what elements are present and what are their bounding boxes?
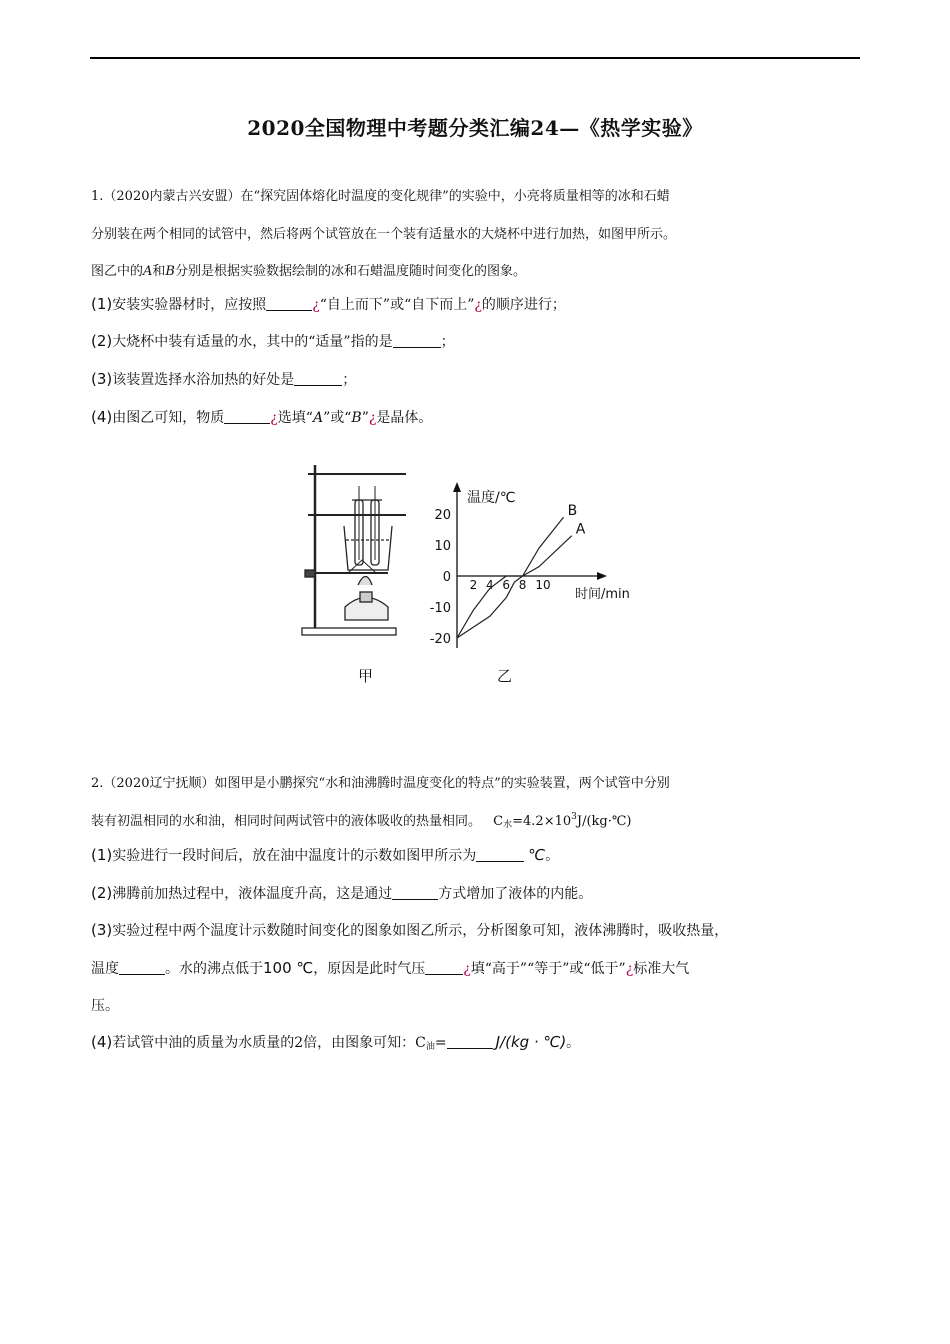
- series-label-B: B: [567, 503, 578, 520]
- q1-intro-text-c: 分别是根据实验数据绘制的冰和石蜡温度随时间变化的图象。: [174, 264, 526, 279]
- q2-intro-line2: [91, 810, 631, 830]
- answer-blank[interactable]: [119, 962, 165, 975]
- var-b: B: [165, 264, 175, 279]
- q1-part4-text: 由图乙可知，物质: [112, 410, 225, 426]
- stand-base: [302, 628, 396, 635]
- q1-intro-line3: [91, 260, 526, 279]
- ring-clamp: [305, 570, 315, 577]
- flame: [358, 577, 372, 586]
- q2-part3-options: 填“高于”“等于”或“低于”: [470, 961, 626, 977]
- y-axis-label: 温度/℃: [467, 490, 516, 506]
- q1-part3: [91, 369, 356, 389]
- q2-part2-text: 沸腾前加热过程中，液体温度升高，这是通过: [112, 886, 393, 902]
- q2-part4-number: (4): [91, 1033, 113, 1051]
- q2-part2-number: (2): [91, 884, 113, 902]
- glyph-mark: ¿: [625, 961, 634, 977]
- y-axis-arrow: [453, 482, 461, 492]
- q2-part3: [91, 920, 728, 940]
- x-tick-label: 10: [535, 578, 551, 592]
- q1-part4-text-b: 选填“: [277, 410, 313, 426]
- q1-part3-text: 该装置选择水浴加热的好处是: [112, 372, 295, 388]
- q1-part1-end: 的顺序进行；: [481, 297, 566, 313]
- answer-blank[interactable]: [425, 962, 463, 975]
- answer-blank[interactable]: [266, 298, 312, 311]
- q1-part2-end: ；: [440, 334, 455, 350]
- q1-intro-line1: 1.（2020内蒙古兴安盟）在“探究固体熔化时温度的变化规律”的实验中，小亮将质量相等的冰和石蜡: [91, 189, 670, 204]
- glyph-mark: ¿: [368, 410, 377, 426]
- q2-part1-text: 实验进行一段时间后，放在油中温度计的示数如图甲所示为: [112, 848, 477, 864]
- x-tick-label: 4: [485, 578, 494, 592]
- var-b: B: [351, 410, 362, 426]
- caption-jia: 甲: [358, 667, 374, 685]
- q1-part4-number: (4): [91, 408, 113, 426]
- q1-part1-number: (1): [91, 295, 113, 313]
- x-tick-label: 8: [518, 578, 527, 592]
- specific-heat-subscript: 水: [503, 820, 513, 830]
- q1-part3-end: ；: [342, 372, 357, 388]
- q2-part3-text: 实验过程中两个温度计示数随时间变化的图象如图乙所示，分析图象可知，液体沸腾时，吸收热量，: [112, 923, 729, 939]
- oil-subscript: 油: [425, 1042, 435, 1052]
- x-tick-label: 6: [502, 578, 511, 592]
- q2-part4-equals: =: [434, 1035, 447, 1051]
- q1-part2-number: (2): [91, 332, 113, 350]
- specific-heat-exponent: 3: [571, 812, 577, 822]
- q2-part3-line2: [91, 958, 689, 978]
- answer-blank[interactable]: [294, 373, 342, 386]
- var-a: A: [312, 410, 324, 426]
- specific-heat-value: =4.2×10: [512, 814, 572, 829]
- q1-intro-line2: 分别装在两个相同的试管中，然后将两个试管放在一个装有适量水的大烧杯中进行加热，如图甲所示。: [91, 227, 677, 242]
- wire-gauze: [348, 560, 376, 573]
- q2-part4: [91, 1032, 580, 1052]
- answer-blank[interactable]: [392, 887, 438, 900]
- q2-part3-text-g: 标准大气: [633, 961, 690, 977]
- q2-part4-text: 若试管中油的质量为水质量的2倍，由图象可知：C: [112, 1035, 426, 1051]
- y-tick-label: -10: [429, 601, 451, 616]
- q2-part4-end: 。: [566, 1035, 581, 1051]
- series-label-A: A: [575, 521, 586, 538]
- page-title: 2020全国物理中考题分类汇编24—《热学实验》: [247, 116, 703, 140]
- q1-intro-text-a: 图乙中的: [91, 264, 144, 279]
- y-tick-label: 0: [442, 570, 451, 585]
- q1-part4-text-d: ”: [361, 410, 369, 426]
- q2-intro-line1: 2.（2020辽宁抚顺）如图甲是小鹏探究“水和油沸腾时温度变化的特点”的实验装置，两个试管中分别: [91, 776, 670, 791]
- caption-yi: 乙: [497, 667, 513, 685]
- q2-part1-number: (1): [91, 846, 113, 864]
- q2-part3-number: (3): [91, 921, 113, 939]
- apparatus-figure: [300, 460, 415, 638]
- answer-blank[interactable]: [393, 335, 441, 348]
- glyph-mark: ¿: [270, 410, 278, 426]
- q2-part3-line3: 压。: [91, 998, 119, 1014]
- x-axis-arrow: [597, 572, 607, 580]
- y-tick-label: 10: [434, 539, 451, 554]
- q1-part2-text: 大烧杯中装有适量的水，其中的“适量”指的是: [112, 334, 393, 350]
- specific-heat-unit-answer: J/(kg · ℃): [495, 1033, 567, 1051]
- temperature-time-chart: [425, 478, 655, 658]
- glyph-mark: ¿: [463, 961, 471, 977]
- q1-part3-number: (3): [91, 370, 113, 388]
- q2-part3-text-e: ，原因是此时气压: [313, 961, 426, 977]
- q1-part4-end: 是晶体。: [376, 410, 433, 426]
- boiling-point-value: 100 ℃: [263, 959, 314, 977]
- specific-heat-unit: J/(kg·℃): [576, 814, 632, 829]
- answer-blank[interactable]: [224, 411, 270, 424]
- x-tick-label: 2: [469, 578, 478, 592]
- q1-part1: [91, 294, 566, 314]
- answer-blank[interactable]: [476, 849, 524, 862]
- header-rule: [90, 57, 860, 59]
- q2-intro-text: 装有初温相同的水和油，相同时间两试管中的液体吸收的热量相同。: [91, 814, 482, 829]
- q1-intro-text-b: 和: [152, 264, 166, 279]
- x-axis-label: 时间/min: [575, 587, 630, 602]
- q1-part1-text: 安装实验器材时，应按照: [112, 297, 267, 313]
- glyph-mark: ¿: [474, 297, 482, 313]
- q2-part1-end: 。: [545, 848, 560, 864]
- q2-part2: [91, 883, 592, 903]
- q1-part4-text-c: ”或“: [323, 410, 352, 426]
- degree-celsius-unit: ℃: [528, 846, 546, 864]
- y-tick-label: 20: [434, 508, 451, 523]
- glyph-mark: ¿: [312, 297, 320, 313]
- answer-blank[interactable]: [447, 1036, 493, 1049]
- lamp-wick: [360, 592, 372, 602]
- q2-part1: [91, 845, 559, 865]
- specific-heat-symbol: C: [493, 814, 504, 829]
- q2-part3-text-c: 。水的沸点低于: [165, 961, 263, 977]
- q1-part2: [91, 331, 455, 351]
- beaker: [344, 526, 392, 570]
- q2-part3-text-b: 温度: [91, 961, 119, 977]
- q1-part1-options: “自上而下”或“自下而上”: [319, 297, 475, 313]
- q1-part4: [91, 407, 432, 427]
- var-a: A: [143, 264, 153, 279]
- y-tick-label: -20: [429, 632, 451, 647]
- q2-part2-end: 方式增加了液体的内能。: [438, 886, 593, 902]
